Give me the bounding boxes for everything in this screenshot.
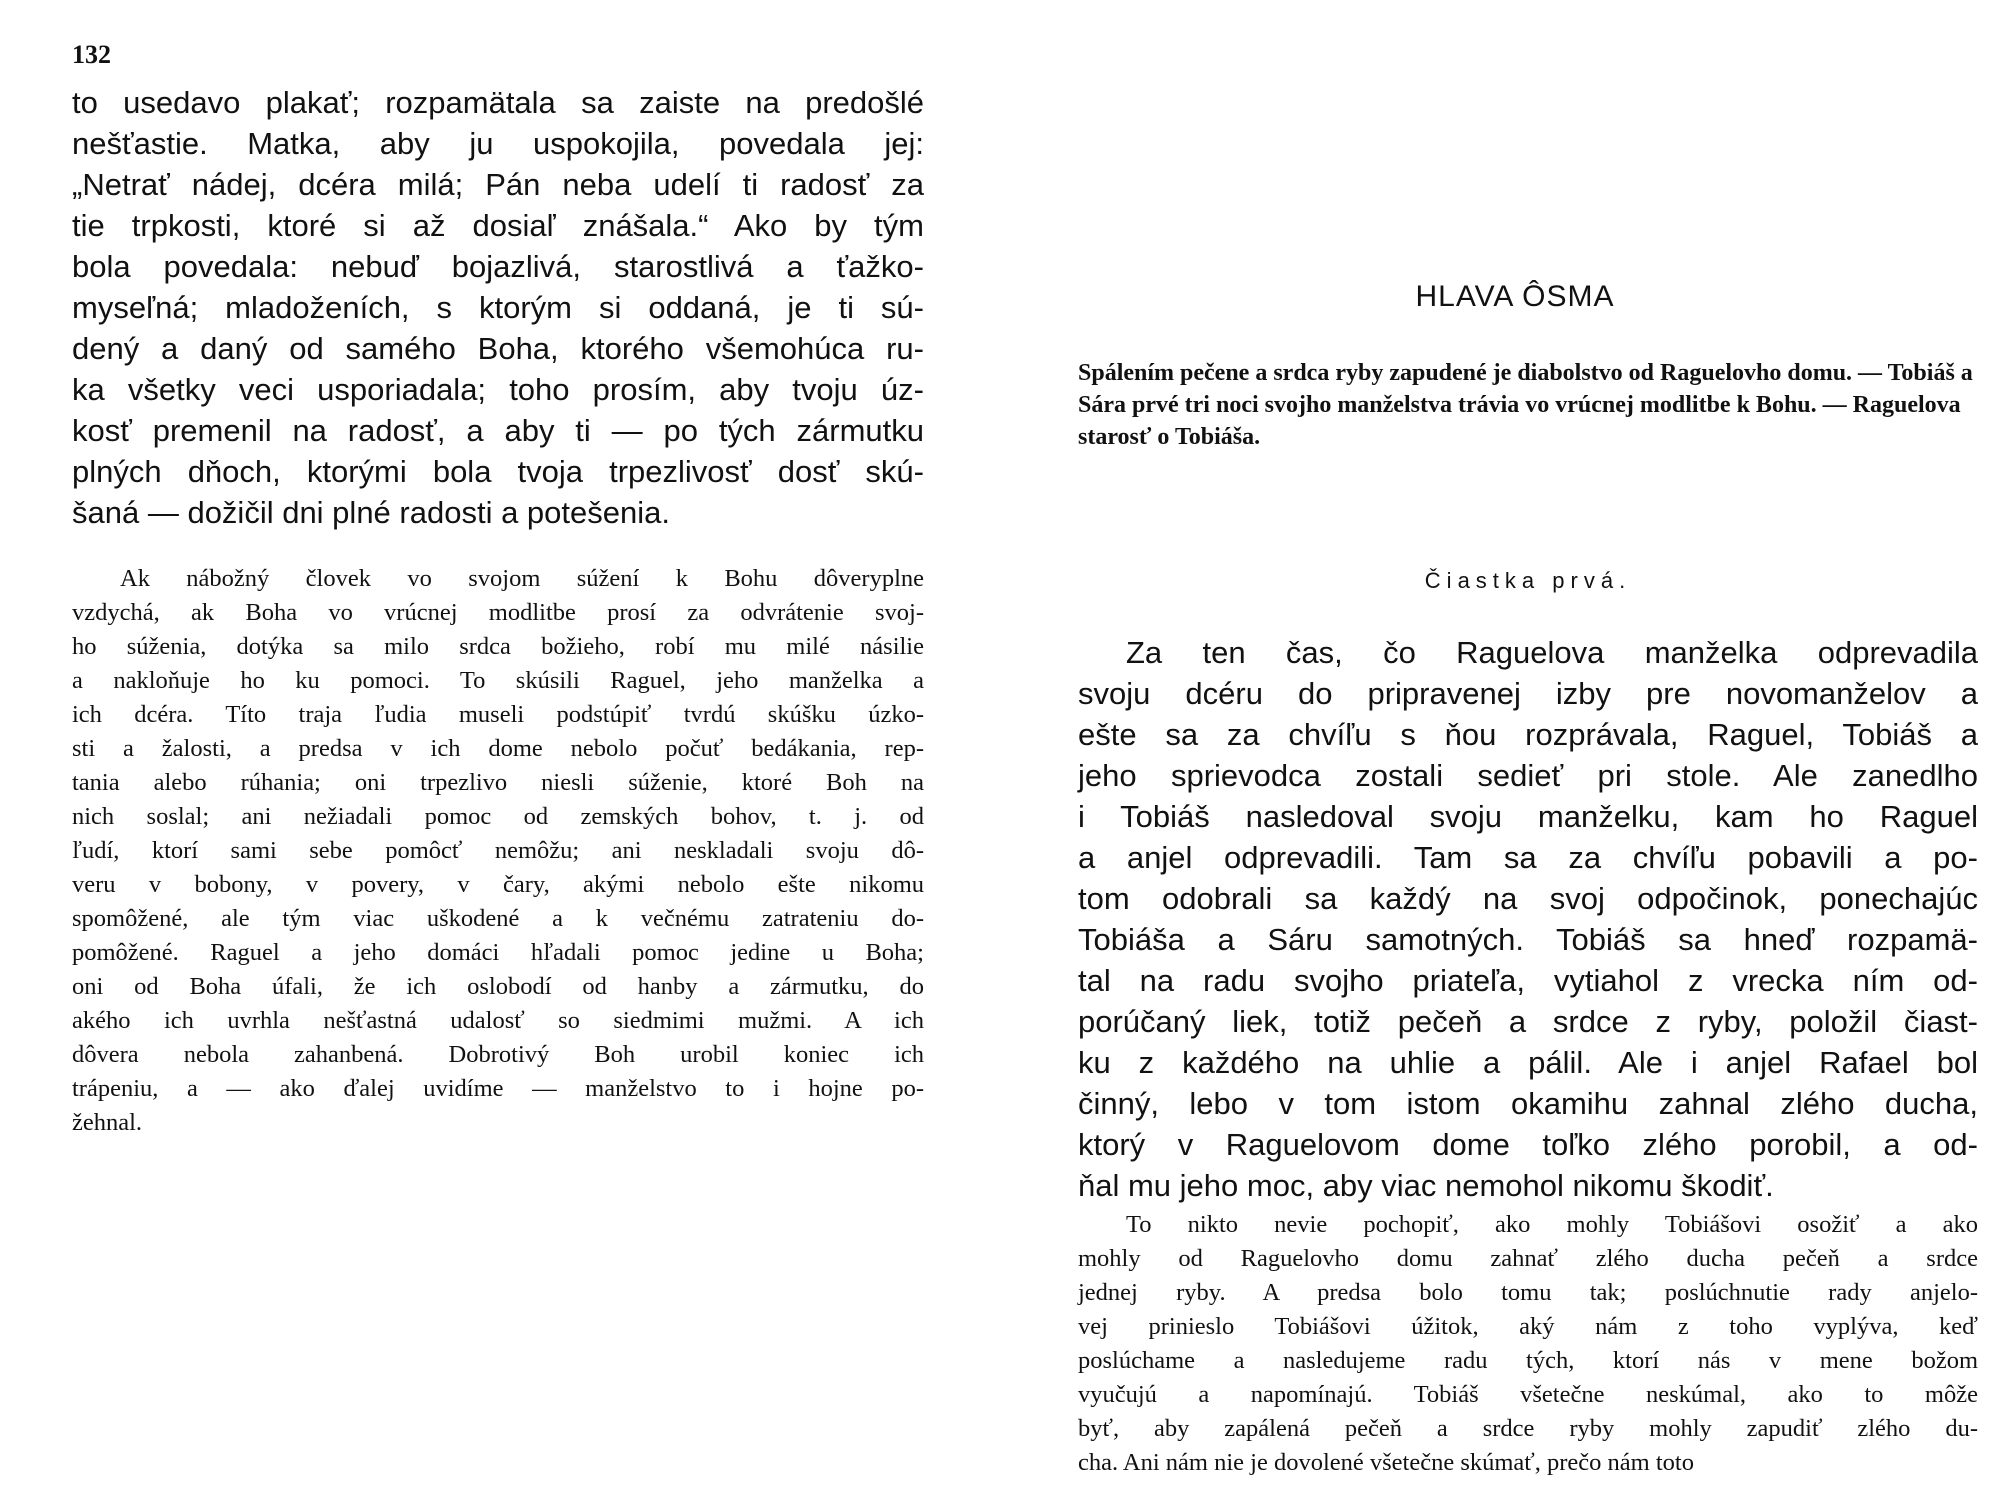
text-line: svoju dcéru do pripravenej izby pre novomanželov a xyxy=(1078,676,1978,711)
text-line: a nakloňuje ho ku pomoci. To skúsili Raguel, jeho manželka a xyxy=(72,667,924,694)
right-paragraph-1 xyxy=(1078,632,1978,1206)
text-line: cha. Ani nám nie je dovolené všetečne skúmať, prečo nám toto xyxy=(1078,1449,1694,1476)
text-line: vyučujú a napomínajú. Tobiáš všetečne neskúmal, ako to môže xyxy=(1078,1381,1978,1408)
text-line: činný, lebo v tom istom okamihu zahnal zlého ducha, xyxy=(1078,1086,1978,1121)
text-line: plných dňoch, ktorými bola tvoja trpezlivosť dosť skú- xyxy=(72,454,924,489)
text-line: sti a žalosti, a predsa v ich dome nebolo počuť bedákania, rep- xyxy=(72,735,924,762)
text-line: kosť premenil na radosť, a aby ti — po tých zármutku xyxy=(72,413,924,448)
text-line: To nikto nevie pochopiť, ako mohly Tobiášovi osožiť a ako xyxy=(1126,1211,1978,1238)
chapter-summary: Spálením pečene a srdca ryby zapudené je diabolstvo od Raguelovho domu. — Tobiáš a Sára prvé tri noci svojho manželstva trávia vo vrúcnej modlitbe k Bohu. — Raguelova starosť o Tobiáša. xyxy=(1078,360,1973,450)
text-line: ka všetky veci usporiadala; toho prosím, aby tvoju úz- xyxy=(72,372,924,407)
text-line: veru v bobony, v povery, v čary, akými nebolo ešte nikomu xyxy=(72,871,924,898)
text-line: to usedavo plakať; rozpamätala sa zaiste na predošlé xyxy=(72,85,924,120)
text-line: ku z každého na uhlie a pálil. Ale i anjel Rafael bol xyxy=(1078,1045,1978,1080)
text-line: dôvera nebola zahanbená. Dobrotivý Boh urobil koniec ich xyxy=(72,1041,924,1068)
right-paragraph-2 xyxy=(1078,1208,1978,1480)
text-line: pomôžené. Raguel a jeho domáci hľadali pomoc jedine u Boha; xyxy=(72,939,924,966)
text-line: akého ich uvrhla nešťastná udalosť so siedmimi mužmi. A ich xyxy=(72,1007,924,1034)
text-line: jeho sprievodca zostali sedieť pri stole. Ale zanedlho xyxy=(1078,758,1978,793)
text-line: dený a daný od samého Boha, ktorého všemohúca ru- xyxy=(72,331,924,366)
text-line: ľudí, ktorí sami sebe pomôcť nemôžu; ani neskladali svoju dô- xyxy=(72,837,924,864)
text-line: bola povedala: nebuď bojazlivá, starostlivá a ťažko- xyxy=(72,249,924,284)
left-paragraph-1 xyxy=(72,82,924,533)
text-line: nich soslal; ani nežiadali pomoc od zemských bohov, t. j. od xyxy=(72,803,924,830)
left-paragraph-2 xyxy=(72,562,924,1140)
part-heading: Čiastka prvá. xyxy=(1424,568,1632,593)
text-line: ho súženia, dotýka sa milo srdca božieho, robí mu milé násilie xyxy=(72,633,924,660)
text-line: Tobiáša a Sáru samotných. Tobiáš sa hneď rozpamä- xyxy=(1078,922,1978,957)
text-line: porúčaný liek, totiž pečeň a srdce z ryby, položil čiast- xyxy=(1078,1004,1978,1039)
text-line: tom odobrali sa každý na svoj odpočinok, ponechajúc xyxy=(1078,881,1978,916)
text-line: ktorý v Raguelovom dome toľko zlého porobil, a od- xyxy=(1078,1127,1978,1162)
text-line: tie trpkosti, ktoré si až dosiaľ znášala.“ Ako by tým xyxy=(72,208,924,243)
text-line: jednej ryby. A predsa bolo tomu tak; poslúchnutie rady anjelo- xyxy=(1078,1279,1978,1306)
text-line: žehnal. xyxy=(72,1109,143,1136)
text-line: vzdychá, ak Boha vo vrúcnej modlitbe prosí za odvrátenie svoj- xyxy=(72,599,924,626)
text-line: ňal mu jeho moc, aby viac nemohol nikomu škodiť. xyxy=(1078,1168,1774,1203)
text-line: trápeniu, a — ako ďalej uvidíme — manželstvo to i hojne po- xyxy=(72,1075,924,1102)
text-line: vej prinieslo Tobiášovi úžitok, aký nám z toho vyplýva, keď xyxy=(1078,1313,1978,1340)
text-line: „Netrať nádej, dcéra milá; Pán neba udelí ti radosť za xyxy=(72,167,924,202)
text-line: myseľná; mladoženích, s ktorým si oddaná, je ti sú- xyxy=(72,290,924,325)
text-line: oni od Boha úfali, že ich oslobodí od hanby a zármutku, do xyxy=(72,973,924,1000)
text-line: spomôžené, ale tým viac uškodené a k večnému zatrateniu do- xyxy=(72,905,924,932)
page-number: 132 xyxy=(72,40,111,69)
text-line: byť, aby zapálená pečeň a srdce ryby mohly zapudiť zlého du- xyxy=(1078,1415,1978,1442)
text-line: mohly od Raguelovho domu zahnať zlého ducha pečeň a srdce xyxy=(1078,1245,1978,1272)
chapter-heading: HLAVA ÔSMA xyxy=(1415,280,1615,313)
text-line: tania alebo rúhania; oni trpezlivo niesli súženie, ktoré Boh na xyxy=(72,769,924,796)
text-line: i Tobiáš nasledoval svoju manželku, kam ho Raguel xyxy=(1078,799,1978,834)
text-line: poslúchame a nasledujeme radu tých, ktorí nás v mene božom xyxy=(1078,1347,1978,1374)
text-line: Ak nábožný človek vo svojom súžení k Bohu dôveryplne xyxy=(120,565,924,592)
text-line: ich dcéra. Títo traja ľudia museli podstúpiť tvrdú skúšku úzko- xyxy=(72,701,924,728)
text-line: šaná — dožičil dni plné radosti a potešenia. xyxy=(72,495,670,530)
text-line: ešte sa za chvíľu s ňou rozprávala, Raguel, Tobiáš a xyxy=(1078,717,1978,752)
text-line: nešťastie. Matka, aby ju uspokojila, povedala jej: xyxy=(72,126,924,161)
text-line: tal na radu svojho priateľa, vytiahol z vrecka ním od- xyxy=(1078,963,1978,998)
text-line: a anjel odprevadili. Tam sa za chvíľu pobavili a po- xyxy=(1078,840,1978,875)
text-line: Za ten čas, čo Raguelova manželka odprevadila xyxy=(1126,635,1978,670)
